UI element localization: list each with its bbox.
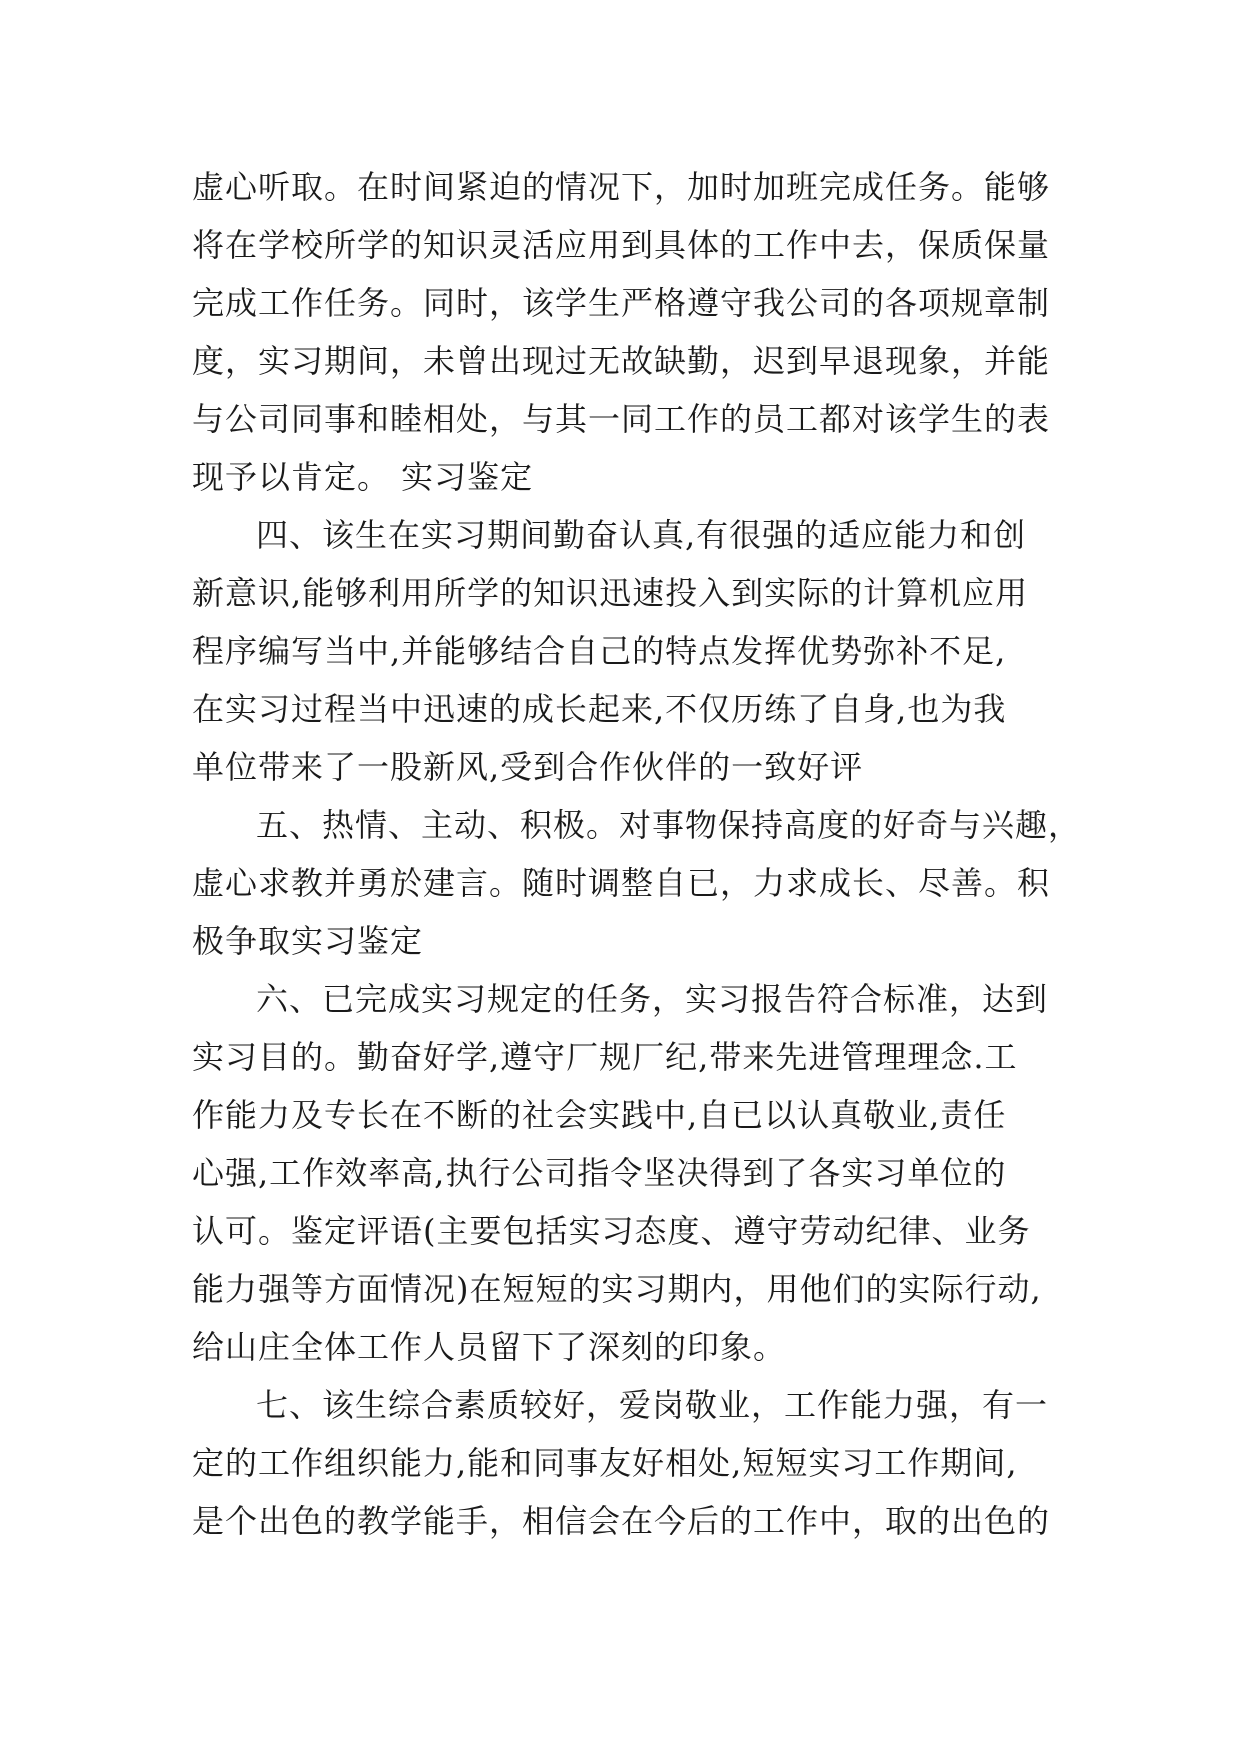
- paragraph-7: [192, 1376, 1052, 1550]
- text-line: 单位带来了一股新风,受到合作伙伴的一致好评: [192, 748, 864, 786]
- text-line: 程序编写当中,并能够结合自己的特点发挥优势弥补不足,: [192, 632, 1007, 670]
- paragraph-5: [192, 796, 1082, 970]
- text-line: 极争取实习鉴定: [192, 922, 424, 960]
- text-line: 与公司同事和睦相处，与其一同工作的员工都对该学生的表: [192, 400, 1051, 438]
- text-line: 是个出色的教学能手，相信会在今后的工作中，取的出色的: [192, 1502, 1051, 1540]
- text-line: 能力强等方面情况)在短短的实习期内，用他们的实际行动,: [192, 1270, 1042, 1308]
- text-line: 七、该生综合素质较好，爱岗敬业，工作能力强，有一: [256, 1386, 1049, 1424]
- text-line: 心强,工作效率高,执行公司指令坚决得到了各实习单位的: [192, 1154, 1007, 1192]
- text-line: 虚心听取。在时间紧迫的情况下，加时加班完成任务。能够: [192, 168, 1051, 206]
- text-line: 虚心求教并勇於建言。随时调整自已，力求成长、尽善。积: [192, 864, 1051, 902]
- text-line: 认可。鉴定评语(主要包括实习态度、遵守劳动纪律、业务: [192, 1212, 1031, 1250]
- paragraph-continuation: [192, 158, 1052, 506]
- text-line: 实习目的。勤奋好学,遵守厂规厂纪,带来先进管理理念.工: [192, 1038, 1018, 1076]
- text-line: 度，实习期间，未曾出现过无故缺勤，迟到早退现象，并能: [192, 342, 1051, 380]
- text-line: 给山庄全体工作人员留下了深刻的印象。: [192, 1328, 787, 1366]
- text-line: 作能力及专长在不断的社会实践中,自已以认真敬业,责任: [192, 1096, 1007, 1134]
- text-line: 将在学校所学的知识灵活应用到具体的工作中去，保质保量: [192, 226, 1051, 264]
- text-line: 完成工作任务。同时，该学生严格遵守我公司的各项规章制: [192, 284, 1051, 322]
- text-line: 现予以肯定。 实习鉴定: [192, 458, 534, 496]
- text-line: 四、该生在实习期间勤奋认真,有很强的适应能力和创: [256, 516, 1027, 554]
- text-line: 五、热情、主动、积极。对事物保持高度的好奇与兴趣，: [256, 806, 1082, 844]
- text-line: 新意识,能够利用所学的知识迅速投入到实际的计算机应用: [192, 574, 1029, 612]
- text-line: 在实习过程当中迅速的成长起来,不仅历练了自身,也为我: [192, 690, 1007, 728]
- paragraph-4: [192, 506, 1052, 796]
- document-body: [192, 158, 1082, 1550]
- paragraph-6: [192, 970, 1052, 1376]
- text-line: 定的工作组织能力,能和同事友好相处,短短实习工作期间,: [192, 1444, 1018, 1482]
- text-line: 六、已完成实习规定的任务，实习报告符合标准，达到: [256, 980, 1049, 1018]
